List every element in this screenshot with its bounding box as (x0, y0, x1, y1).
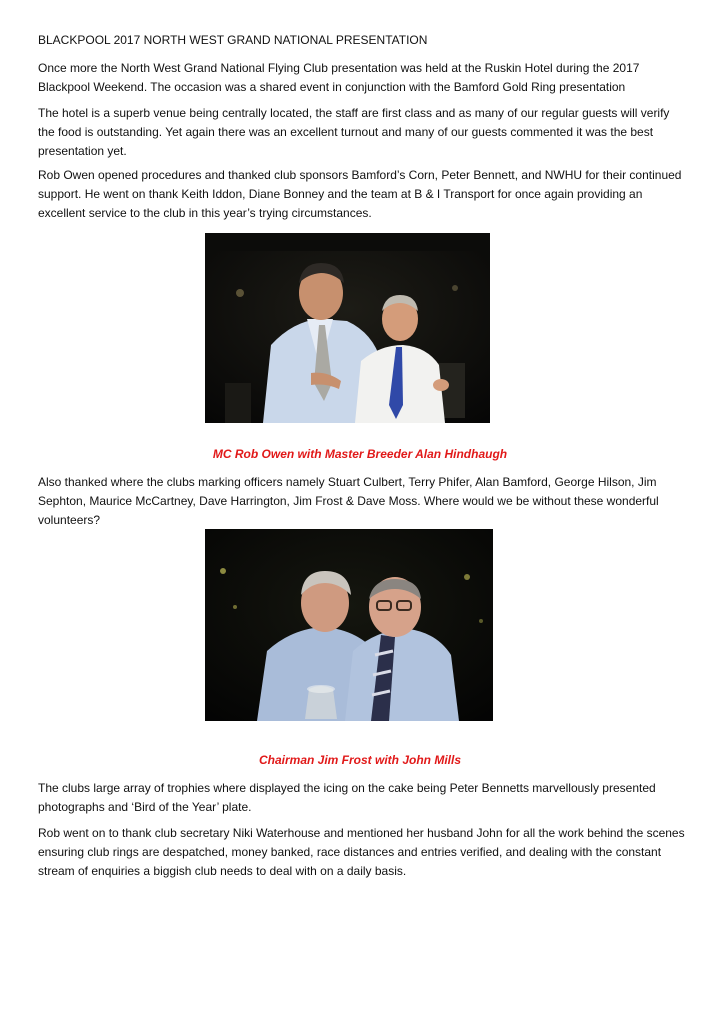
paragraph-sponsors: Rob Owen opened procedures and thanked club sponsors Bamford’s Corn, Peter Bennett, and NWHU for their continued support. He went on thank Keith Iddon, Diane Bonney and the team at B & I Transport for once again providing an excellent service to the club in this year’s trying circumstances. (38, 168, 682, 220)
paragraph-marking-officers: Also thanked where the clubs marking officers namely Stuart Culbert, Terry Phifer, Alan Bamford, George Hilson, Jim Sephton, Maurice McCartney, Dave Harrington, Jim Frost & Dave Moss. Where would we be without these wonderful volunteers? (38, 475, 659, 527)
paragraph-intro: Once more the North West Grand National Flying Club presentation was held at the Ruskin Hotel during the 2017 Blackpool Weekend. The occasion was a shared event in conjunction with the Bamford Gold Ring presentation (38, 61, 640, 94)
paragraph-trophies: The clubs large array of trophies where displayed the icing on the cake being Peter Bennetts marvellously presented photographs and ‘Bird of the Year’ plate. (38, 781, 656, 814)
paragraph-secretary: Rob went on to thank club secretary Niki Waterhouse and mentioned her husband John for all the work behind the scenes ensuring club rings are despatched, money banked, race distances and entries verified, and dealing with the constant stream of enquiries a biggish club needs to deal with on a daily basis. (38, 826, 685, 878)
photo-rob-owen-alan-hindhaugh (205, 233, 490, 423)
photo-jim-frost-john-mills (205, 529, 493, 721)
photo-caption-2: Chairman Jim Frost with John Mills (258, 753, 462, 767)
paragraph-venue: The hotel is a superb venue being centrally located, the staff are first class and as many of our regular guests will verify the food is outstanding. Yet again there was an excellent turnout and many of our guests commented it was the best presentation yet. (38, 106, 670, 158)
document-title: BLACKPOOL 2017 NORTH WEST GRAND NATIONAL PRESENTATION (38, 33, 428, 47)
photo-caption-1: MC Rob Owen with Master Breeder Alan Hindhaugh (212, 447, 508, 461)
